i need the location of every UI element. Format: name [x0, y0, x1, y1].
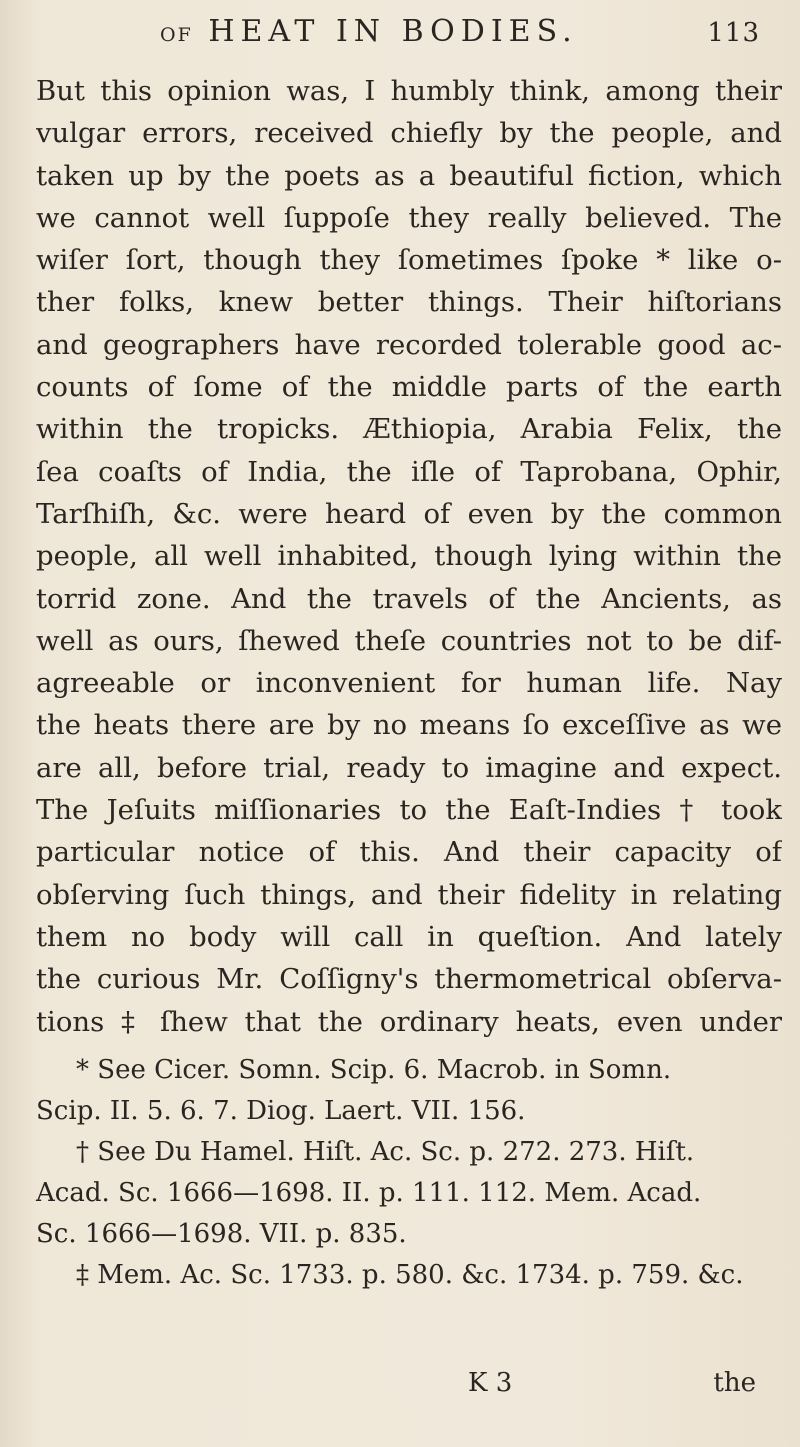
text-line: obſerving ſuch things, and their fidelity in relating — [36, 878, 782, 911]
text-line: are all, before trial, ready to imagine and expect. — [36, 751, 782, 784]
text-line: counts of ſome of the middle parts of the earth — [36, 371, 782, 404]
running-title-text: HEAT IN BODIES. — [208, 14, 578, 49]
text-line: well as ours, ſhewed theſe countries not to be dif- — [36, 624, 782, 657]
text-line: ther folks, knew better things. Their hiſtorians — [36, 286, 782, 319]
text-line: The Jeſuits miſſionaries to the Eaſt-Indies † took — [36, 794, 782, 827]
text-line: taken up by the poets as a beautiful fiction, which — [36, 159, 782, 192]
footnotes — [36, 1050, 782, 1296]
text-line: within the tropicks. Æthiopia, Arabia Felix, the — [36, 413, 782, 446]
footnote-line: Acad. Sc. 1666—1698. II. p. 111. 112. Mem. Acad. — [36, 1178, 702, 1208]
text-line: we cannot well ſuppoſe they really believed. The — [36, 201, 782, 234]
text-line: wiſer ſort, though they ſometimes ſpoke * like o- — [36, 244, 782, 277]
text-line: the curious Mr. Coſſigny's thermometrical obſerva- — [36, 963, 782, 996]
signature-mark: K 3 — [468, 1368, 513, 1398]
page-number: 113 — [707, 18, 760, 48]
text-line: the heats there are by no means ſo exceſſive as we — [36, 709, 782, 742]
catchword: the — [713, 1368, 756, 1398]
text-line: tions ‡ ſhew that the ordinary heats, even under — [36, 1005, 782, 1038]
footnote-line: † See Du Hamel. Hiſt. Ac. Sc. p. 272. 273. Hiſt. — [76, 1137, 695, 1167]
text-line: vulgar errors, received chiefly by the people, and — [36, 117, 782, 150]
text-line: and geographers have recorded tolerable good ac- — [36, 328, 782, 361]
running-head — [160, 14, 760, 54]
body-text — [36, 70, 782, 1043]
running-title-prefix: OF — [160, 24, 193, 46]
footnote-line: * See Cicer. Somn. Scip. 6. Macrob. in Somn. — [76, 1055, 672, 1085]
text-line: ſea coaſts of India, the iſle of Taprobana, Ophir, — [36, 455, 782, 488]
footnote-line: ‡ Mem. Ac. Sc. 1733. p. 580. &c. 1734. p. 759. &c. — [76, 1260, 744, 1290]
running-title — [160, 14, 578, 49]
footnote-line: Sc. 1666—1698. VII. p. 835. — [36, 1219, 407, 1249]
text-line: particular notice of this. And their capacity of — [36, 836, 782, 869]
text-line: But this opinion was, I humbly think, among their — [36, 75, 782, 107]
text-line: torrid zone. And the travels of the Ancients, as — [36, 582, 782, 615]
page-footer — [0, 1368, 800, 1404]
text-line: agreeable or inconvenient for human life. Nay — [36, 667, 782, 700]
text-line: people, all well inhabited, though lying within the — [36, 540, 782, 573]
text-line: Tarſhiſh, &c. were heard of even by the common — [36, 497, 782, 530]
text-line: them no body will call in queſtion. And lately — [36, 920, 782, 953]
footnote-line: Scip. II. 5. 6. 7. Diog. Laert. VII. 156. — [36, 1096, 526, 1126]
